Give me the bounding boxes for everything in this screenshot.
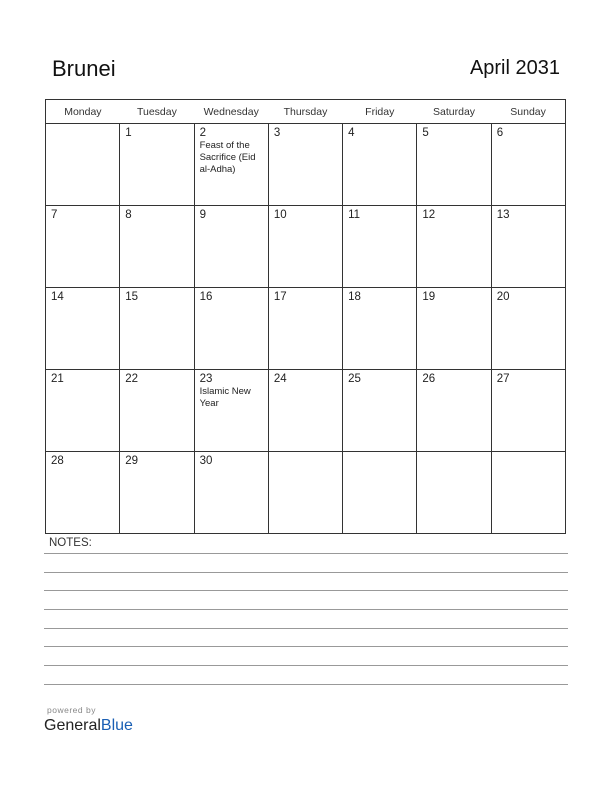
country-title: Brunei bbox=[52, 56, 116, 81]
day-number: 6 bbox=[496, 127, 504, 139]
day-cell bbox=[343, 288, 417, 370]
day-number: 1 bbox=[125, 127, 132, 139]
week-row bbox=[46, 124, 566, 206]
day-cell bbox=[46, 288, 120, 370]
day-cell bbox=[343, 124, 417, 206]
note-line bbox=[44, 684, 568, 685]
day-cell bbox=[120, 370, 194, 452]
month-title: April 2031 bbox=[469, 57, 560, 79]
day-cell bbox=[268, 124, 342, 206]
brand-general: General bbox=[44, 717, 101, 734]
weekday-header-row bbox=[46, 100, 566, 124]
day-cell bbox=[120, 288, 194, 370]
day-cell bbox=[120, 206, 194, 288]
weekday-wednesday: Wednesday bbox=[194, 100, 268, 124]
day-number: 13 bbox=[496, 209, 510, 221]
note-line bbox=[44, 665, 568, 666]
brand-logo[interactable] bbox=[44, 717, 133, 735]
day-number: 8 bbox=[125, 209, 132, 221]
note-line bbox=[44, 609, 568, 610]
day-number: 4 bbox=[348, 127, 355, 139]
week-row bbox=[46, 206, 566, 288]
day-number: 28 bbox=[51, 455, 64, 467]
day-number: 27 bbox=[496, 373, 510, 385]
calendar-grid bbox=[45, 99, 566, 534]
day-cell bbox=[268, 288, 342, 370]
day-cell bbox=[343, 206, 417, 288]
day-cell bbox=[46, 452, 120, 534]
day-number: 17 bbox=[273, 291, 287, 303]
day-cell bbox=[120, 124, 194, 206]
day-cell bbox=[491, 206, 565, 288]
day-cell bbox=[343, 370, 417, 452]
note-line bbox=[44, 646, 568, 647]
weekday-tuesday: Tuesday bbox=[120, 100, 194, 124]
day-cell bbox=[120, 452, 194, 534]
powered-by-text: powered by bbox=[47, 705, 96, 715]
day-cell bbox=[194, 370, 268, 452]
day-cell bbox=[268, 206, 342, 288]
day-number: 12 bbox=[422, 209, 436, 221]
day-number: 21 bbox=[51, 373, 64, 385]
note-line bbox=[44, 572, 568, 573]
note-line bbox=[44, 590, 568, 591]
day-number: 14 bbox=[51, 291, 64, 303]
day-cell bbox=[491, 370, 565, 452]
weekday-monday: Monday bbox=[46, 100, 120, 124]
weekday-friday: Friday bbox=[343, 100, 417, 124]
day-number: 9 bbox=[199, 209, 206, 221]
day-number: 19 bbox=[422, 291, 436, 303]
day-number: 2 bbox=[199, 127, 206, 139]
day-cell bbox=[46, 370, 120, 452]
note-line bbox=[44, 553, 568, 554]
day-cell bbox=[417, 206, 491, 288]
weekday-saturday: Saturday bbox=[417, 100, 491, 124]
day-cell bbox=[417, 288, 491, 370]
weekday-sunday: Sunday bbox=[491, 100, 565, 124]
day-number: 3 bbox=[273, 127, 281, 139]
day-number: 7 bbox=[51, 209, 58, 221]
day-cell bbox=[491, 288, 565, 370]
day-number: 26 bbox=[422, 373, 436, 385]
day-number: 18 bbox=[348, 291, 361, 303]
day-cell bbox=[194, 124, 268, 206]
week-row bbox=[46, 288, 566, 370]
day-cell bbox=[417, 452, 491, 534]
day-number: 20 bbox=[496, 291, 510, 303]
day-cell bbox=[46, 124, 120, 206]
day-number: 24 bbox=[273, 373, 287, 385]
day-number: 15 bbox=[125, 291, 139, 303]
day-cell bbox=[268, 370, 342, 452]
day-number: 10 bbox=[273, 209, 287, 221]
week-row bbox=[46, 452, 566, 534]
day-cell bbox=[417, 370, 491, 452]
day-number: 16 bbox=[199, 291, 213, 303]
weekday-thursday: Thursday bbox=[268, 100, 342, 124]
day-cell bbox=[417, 124, 491, 206]
day-cell bbox=[491, 124, 565, 206]
day-number: 30 bbox=[199, 455, 213, 467]
day-cell bbox=[194, 452, 268, 534]
day-cell bbox=[491, 452, 565, 534]
day-number: 22 bbox=[125, 373, 139, 385]
day-cell bbox=[268, 452, 342, 534]
notes-label: NOTES: bbox=[49, 537, 92, 549]
holiday-label: Feast of the Sacrifice (Eid al-Adha) bbox=[199, 140, 256, 175]
week-row bbox=[46, 370, 566, 452]
day-cell bbox=[194, 288, 268, 370]
day-cell bbox=[46, 206, 120, 288]
day-number: 11 bbox=[348, 209, 361, 221]
day-number: 23 bbox=[199, 373, 213, 385]
day-cell bbox=[343, 452, 417, 534]
day-cell bbox=[194, 206, 268, 288]
day-number: 5 bbox=[422, 127, 429, 139]
day-number: 25 bbox=[348, 373, 361, 385]
day-number: 29 bbox=[125, 455, 139, 467]
note-line bbox=[44, 628, 568, 629]
holiday-label: Islamic New Year bbox=[199, 386, 251, 409]
brand-blue: Blue bbox=[100, 717, 133, 734]
